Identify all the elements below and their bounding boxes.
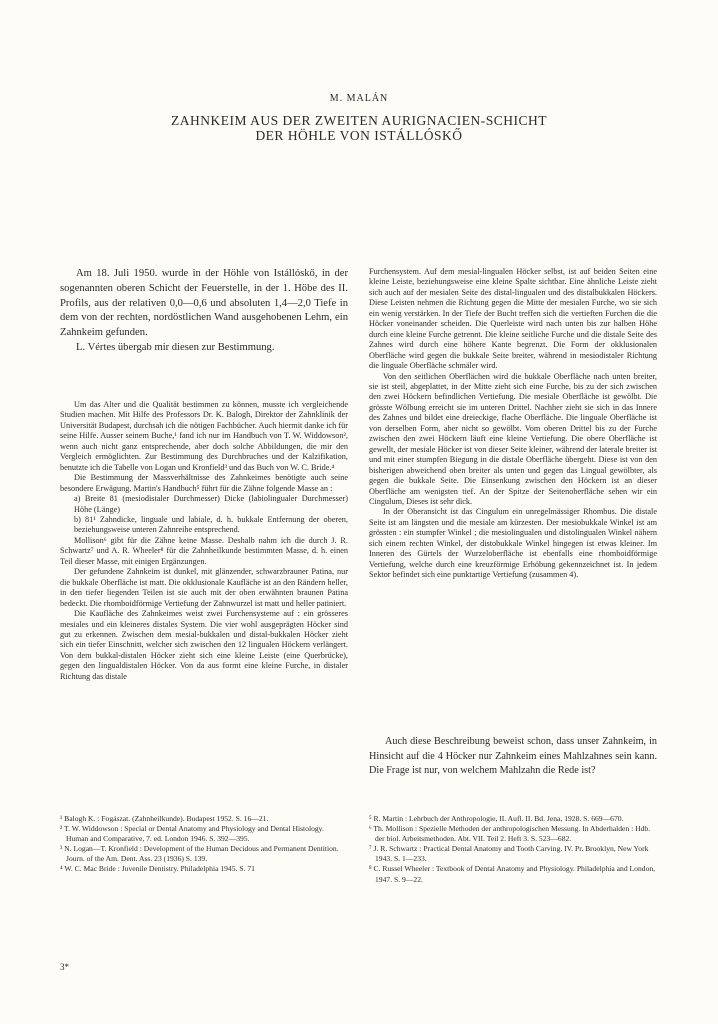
page-number: 3* <box>60 962 69 972</box>
author-name: M. MALÁN <box>329 93 389 104</box>
lead-paragraphs <box>60 267 348 356</box>
footnote: ⁴ W. C. Mac Bride : Juvenile Dentistry. Philadelphia 1945. S. 71 <box>60 864 255 874</box>
body-paragraph: Furchensystem. Auf dem mesial-lingualen Höcker selbst, ist auf beiden Seiten eine kleine Leiste, beziehungsweise eine kleine Spalte sichtbar. Eine ähnliche Leiste zieht sich auch auf der mesialen Seite des distal-lingualen und des distalbukkalen Höckers. Diese Leisten nehmen die Richtung gegen die Mitte der mesialen Furche, wo sie sich ein wenig verstärken. In der Tiefe der Bucht treffen sich die vertieften Furchen die die Höcker voneinander scheiden. Die Querleiste wird nach unten bis zur halben Höhe durch eine kleine Furche getrennt. Die kleine seitliche Furche und die distale Seite des Zahnes wird durch eine höhere Kante begrenzt. Die Form der okklusionalen Oberfläche wird gegen die bukkale Seite breiter, während in mesiodistaler Richtung die linguale Oberfläche schmäler wird. <box>369 267 657 371</box>
footnote: ¹ Balogh K. : Fogászat. (Zahnheilkunde). Budapest 1952. S. 16—21. <box>60 814 269 823</box>
body-paragraph: Mollison⁶ gibt für die Zähne keine Masse. Deshalb nahm ich die durch J. R. Schwartz⁷ und A. R. Wheeler⁸ für die Zahnheilkunde bestimmten Masse, d. h. einen Teil dieser Masse, mit einigen Ergänzungen. <box>60 535 348 566</box>
footnote: ⁸ C. Russel Wheeler : Textbook of Dental Anatomy and Physiology. Philadelphia and London, 1947. S. 9—22. <box>369 864 656 884</box>
body-paragraph: Um das Alter und die Qualität bestimmen zu können, musste ich vergleichende Studien machen. Mit Hilfe des Professors Dr. K. Balogh, Direktor der Zahnklinik der Universität Budapest, durchsah ich die nötigen Fachbücher. Auch hiermit danke ich für seine Hilfe. Ausser seinem Buche,¹ fand ich nur im Handbuch von T. W. Widdowson², wenn auch nicht ganz entsprechende, aber doch solche Abbildungen, die mir den Vergleich ermöglichten. Zur Bestimmung des Durchbruches und der Kalzifikation, benutzte ich die Tabelle von Logan und Kronfield³ und das Buch von W. C. Bride.⁴ <box>60 400 348 472</box>
conclusion-paragraph: Auch diese Beschreibung beweist schon, dass unser Zahnkeim, in Hinsicht auf die 4 Höcker nur Zahnkeim eines Mahlzahnes sein kann. Die Frage ist nur, von welchem Mahlzahn die Rede ist? <box>369 736 657 777</box>
footnote: ⁵ R. Martin : Lehrbuch der Anthropologie, II. Aufl. II. Bd. Jena, 1928. S. 669—670. <box>369 814 624 823</box>
footnote: ⁶ Th. Mollison : Spezielle Methoden der anthropologischen Messung. In Abderhalden : Hdb. der biol. Arbeitsmethoden. Abt. VII. Teil 2. Heft 3. S. 523—682. <box>369 824 651 844</box>
lead-paragraph: L. Vértes übergab mir diesen zur Bestimmung. <box>76 341 275 353</box>
footnote: ² T. W. Widdowson : Special or Dental Anatomy and Physiology and Dental Histology. Human and Comparative, 7. ed. London 1946. S. 392—395. <box>60 824 324 844</box>
footnote: ³ N. Logan—T. Kronfield : Development of the Human Decidous and Permanent Dentition. Journ. of the Am. Dent. Ass. 23 (1936) S. 139. <box>60 844 339 864</box>
left-column <box>60 400 348 682</box>
title-line-2: DER HÖHLE VON ISTÁLLÓSKŐ <box>255 128 463 143</box>
body-paragraph: b) 81¹ Zahndicke, linguale und labiale, d. h. bukkale Entfernung der oberen, beziehungsweise unteren Zahnreihe entsprechend. <box>74 514 348 535</box>
body-paragraph: a) Breite 81 (mesiodistaler Durchmesser) Dicke (labiolingualer Durchmesser) Höhe (Länge) <box>74 494 348 514</box>
title-line-1: ZAHNKEIM AUS DER ZWEITEN AURIGNACIEN-SCHICHT <box>171 113 547 128</box>
article-title <box>0 113 718 143</box>
footnotes-left <box>60 814 348 875</box>
footnotes-right <box>369 814 657 885</box>
body-paragraph: Die Bestimmung der Massverhältnisse des Zahnkeimes benötigte auch seine besondere Erwägung. Martin's Handbuch⁵ führt für die Zähne folgende Masse an : <box>60 473 348 493</box>
footnote: ⁷ J. R. Schwartz : Practical Dental Anatomy and Tooth Carving. IV. Pr. Brooklyn, New York 1943. S. 1—233. <box>369 844 649 864</box>
conclusion <box>369 735 657 779</box>
right-column <box>369 267 657 581</box>
body-paragraph: Von den seitlichen Oberflächen wird die bukkale Oberfläche nach unten breiter, sie ist steil, abgeplattet, in der Mitte zieht sich eine Furche, bis zu der sich zwischen den zwei Höckern befindlichen Vertiefung. Die mesiale Oberfläche ist gewölbt. Die grösste Wölbung erreicht sie im unteren Drittel. Nachher zieht sie sich in das Innere des Zahnes und bildet eine dreieckige, flache Oberfläche. Die linguale Oberfläche ist von derselben Form, aber nicht so gewölbt. Vom oberen Drittel bis zu der Furche zwischen den zwei Höckern läuft eine kleine Vertiefung. Die obere Oberfläche ist gewellt, der mesiale Höcker ist von dieser Seite kleiner, während der laterale breiter ist und mit einer stumpfen Biegung in die distale Oberfläche übergeht. Diese ist von den bisherigen abweichend oben breiter als unten und gegen das Lingual gewölbter, als gegen die bukkale Seite. Die Einsenkung zwischen den Höckern ist an dieser Oberfläche am wenigsten tief. An der Spitze der Seitenoberfläche sehen wir ein Cingulum, Dieses ist sehr dick. <box>369 371 657 506</box>
body-paragraph: Der gefundene Zahnkeim ist dunkel, mit glänzender, schwarzbrauner Patina, nur die bukkale Oberfläche ist matt. Die okklusionale Kaufläche ist an den Rändern heller, in den tiefer liegenden Teilen ist sie auch mit der oben erwähnten braunen Patina bedeckt. Die rhomboidförmige Vertiefung der Zahnwurzel ist matt und heller patiniert. <box>60 567 348 608</box>
body-paragraph: Die Kaufläche des Zahnkeimes weist zwei Furchensysteme auf : ein grösseres mesiales und ein kleineres distales System. Die vier wohl ausgeprägten Höcker sind gut zu erkennen. Zwischen dem mesial-bukkalen und distal-bukkalen Höcker zieht sich ein tiefer Einschnitt, welcher sich zwischen den 12 lingualen Höckern verlängert. Von dem bukkal-distalen Höcker zieht sich eine kleine Leiste (eine Querbrücke), gegen den lingualdistalen Höcker. Von da aus formt eine kleine Furche, in distaler Richtung das distale <box>60 609 348 681</box>
lead-paragraph: Am 18. Juli 1950. wurde in der Höhle von Istállóskő, in der sogenannten oberen Schicht der Feuerstelle, in der 1. Höbe des II. Profils, aus der relativen 0,0—0,6 und absoluten 1,4—2,0 Tiefe in dem von der rechten, nordöstlichen Wand ausgehobenen Lehm, ein Zahnkeim gefunden. <box>60 268 348 339</box>
body-paragraph: In der Oberansicht ist das Cingulum ein unregelmässiger Rhombus. Die distale Seite ist am längsten und die mesiale am kürzesten. Der mesiobukkale Winkel ist am grössten : ein stumpfer Winkel ; die mesiolingualen und distolingualen Winkel nähern sich einem rechten Winkel, der distobukkale Winkel hingegen ist etwas kleiner. Im Inneren des Gürtels der Wurzeloberfläche ist ebenfalls eine rhomboidförmige Vertiefung, welche durch eine kreuzförmige Erhöbung gekennzeichnet ist. In jedem Sektor befindet sich eine punktartige Vertiefung (zusammen 4). <box>369 507 657 580</box>
